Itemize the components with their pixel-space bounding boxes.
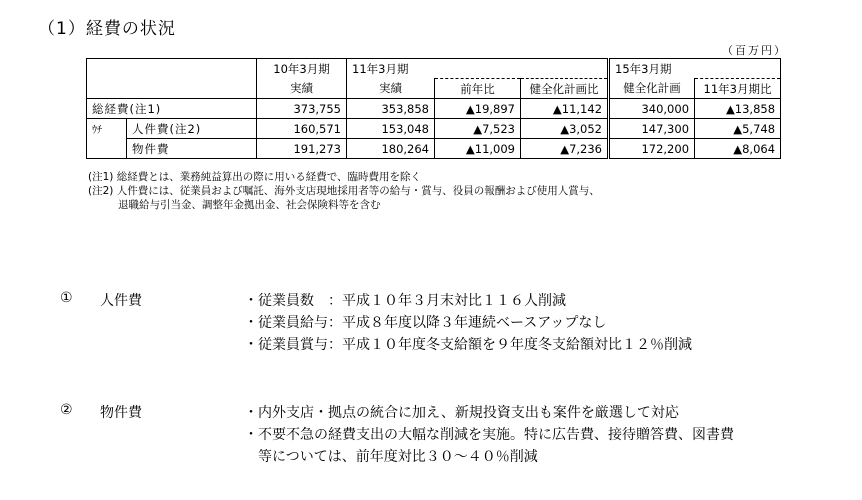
footnote-1: (注1) 総経費とは、業務純益算出の際に用いる経費で、臨時費用を除く [88, 171, 421, 183]
unit-label: （百万円） [722, 44, 787, 57]
table-row-nonpersonnel [87, 139, 781, 159]
table-header-row-1 [87, 59, 781, 79]
bullet-item: ・従業員給与：平成８年度以降３年連続ベースアップなし [244, 315, 607, 331]
cell: ▲11,009 [435, 139, 521, 159]
cell: 340,000 [609, 99, 695, 119]
header-yoy: 前年比 [435, 79, 521, 99]
header-vs-fy11: 11年3月期比 [695, 79, 781, 99]
cell: 373,755 [257, 99, 347, 119]
footnote-2: (注2) 人件費には、従業員および嘱託、海外支店現地採用者等の給与・賞与、役員の報酬および使用人賞与、 [88, 185, 600, 197]
cell: ▲3,052 [521, 119, 609, 139]
header-blank [87, 59, 257, 99]
cell: ▲13,858 [695, 99, 781, 119]
section-heading: 物件費 [100, 405, 142, 421]
row-label: 人件費(注2) [127, 119, 257, 139]
header-fy10: 10年3月期 [257, 59, 347, 79]
cell: ▲8,064 [695, 139, 781, 159]
cell: ▲7,523 [435, 119, 521, 139]
section-mark: ① [60, 290, 73, 306]
header-actual-fy10: 実績 [257, 79, 347, 99]
expense-table [86, 58, 781, 159]
cell: 353,858 [347, 99, 435, 119]
row-label: 総経費(注1) [87, 99, 257, 119]
bullet-item: ・従業員賞与：平成１０年度冬支給額を９年度冬支給額対比１２％削減 [244, 337, 692, 353]
footnote-2-cont: 退職給与引当金、調整年金拠出金、社会保険料等を含む [118, 199, 381, 211]
cell: 153,048 [347, 119, 435, 139]
cell: ▲5,748 [695, 119, 781, 139]
cell: 172,200 [609, 139, 695, 159]
cell: 160,571 [257, 119, 347, 139]
table-row-personnel [87, 119, 781, 139]
cell: 180,264 [347, 139, 435, 159]
header-actual-fy11: 実績 [347, 79, 435, 99]
header-plan: 健全化計画 [609, 79, 695, 99]
table-row-total [87, 99, 781, 119]
section-heading: 人件費 [100, 293, 142, 309]
cell: 191,273 [257, 139, 347, 159]
row-label: 物件費 [127, 139, 257, 159]
header-fy11: 11年3月期 [347, 59, 609, 79]
bullet-item: ・従業員数 ：平成１０年３月末対比１１６人削減 [244, 293, 566, 309]
cell: ▲7,236 [521, 139, 609, 159]
bullet-item: 等については、前年度対比３０～４０％削減 [244, 449, 538, 465]
cell: 147,300 [609, 119, 695, 139]
bullet-item: ・不要不急の経費支出の大幅な削減を実施。特に広告費、接待贈答費、図書費 [244, 427, 734, 443]
section-title: （1）経費の状況 [38, 19, 176, 39]
cell: ▲11,142 [521, 99, 609, 119]
cell: ▲19,897 [435, 99, 521, 119]
row-prefix: ｳﾁ [87, 119, 127, 159]
header-vs-plan: 健全化計画比 [521, 79, 609, 99]
bullet-item: ・内外支店・拠点の統合に加え、新規投資支出も案件を厳選して対応 [244, 405, 679, 421]
footnotes [88, 170, 600, 212]
header-fy15: 15年3月期 [609, 59, 781, 79]
section-mark: ② [60, 402, 73, 418]
